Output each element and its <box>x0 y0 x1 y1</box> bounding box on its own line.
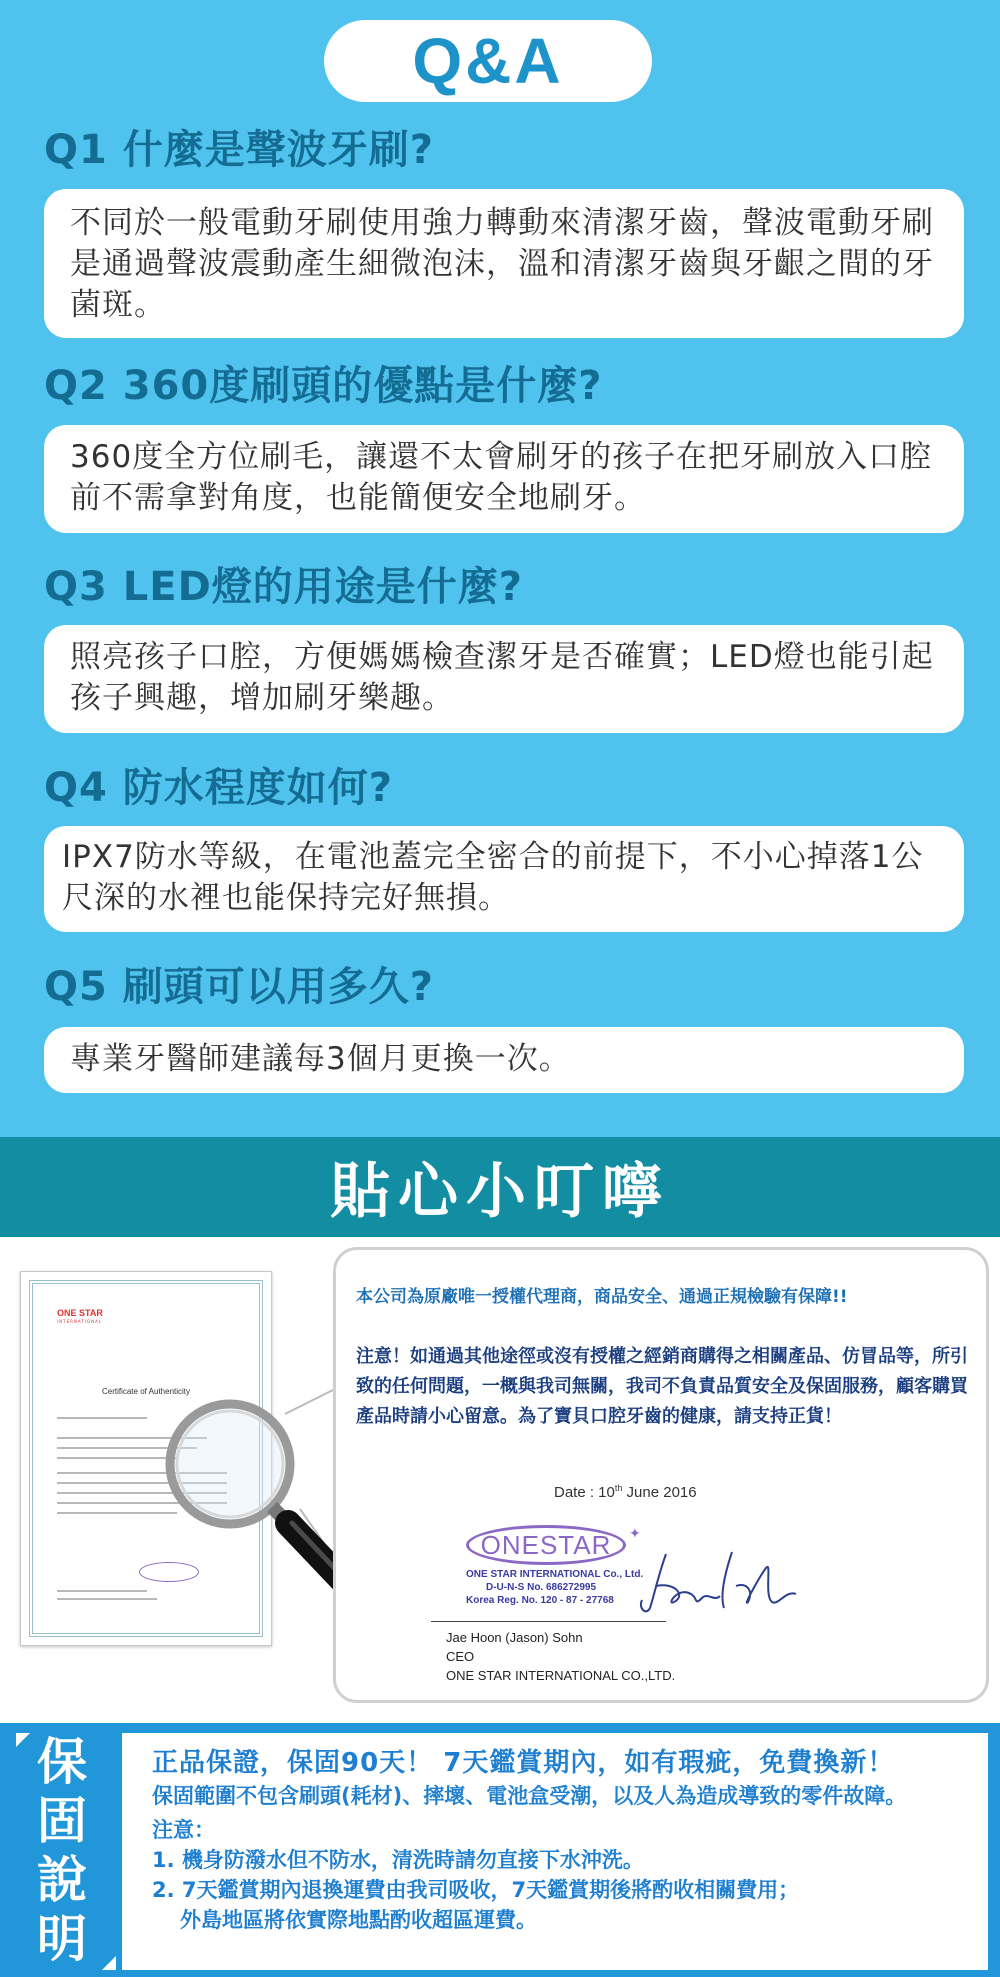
answer-5-box <box>44 1027 964 1093</box>
question-5: Q5 刷頭可以用多久? <box>44 964 434 1010</box>
warranty-coverage: 保固範圍不包含刷頭(耗材)、摔壞、電池盒受潮，以及人為造成導致的零件故障。 <box>152 1784 907 1808</box>
certificate-section <box>0 1237 1000 1723</box>
certificate-text-line <box>57 1457 177 1459</box>
stamp-company-details: ONE STAR INTERNATIONAL Co., Ltd. D-U-N-S No. 686272995 Korea Reg. No. 120 - 87 - 27768 <box>466 1569 644 1606</box>
answer-2: 360度全方位刷毛，讓還不太會刷牙的孩子在把牙刷放入口腔前不需拿對角度，也能簡便安全地刷牙。 <box>70 439 933 516</box>
certificate-text-line <box>57 1512 177 1514</box>
authenticity-notice: 注意！如通過其他途徑或沒有授權之經銷商購得之相關產品、仿冒品等，所引致的任何問題，一概與我司無關，我司不負責品質安全及保固服務，顧客購買產品時請小心留意。為了寶貝口腔牙齒的健康，請支持正貨！ <box>356 1346 968 1427</box>
certificate-date: Date : 10th June 2016 <box>554 1483 697 1501</box>
certificate-brand-sub: INTERNATIONAL <box>57 1319 103 1324</box>
answer-3-box <box>44 625 964 733</box>
certificate-brand: ONE STAR <box>57 1308 103 1318</box>
corner-triangle-icon <box>102 1956 116 1970</box>
certificate-notice-panel <box>333 1247 989 1703</box>
certificate-text-line <box>57 1417 147 1419</box>
certificate-doc-title: Certificate of Authenticity <box>101 1387 191 1396</box>
warranty-note-3: 外島地區將依實際地點酌收超區運費。 <box>180 1908 537 1932</box>
company-stamp <box>466 1525 626 1565</box>
qa-heading: Q&A <box>412 25 564 97</box>
warranty-note-2: 2. 7天鑑賞期內退換運費由我司吸收，7天鑑賞期後將酌收相關費用； <box>152 1878 800 1902</box>
answer-1: 不同於一般電動牙刷使用強力轉動來清潔牙齒，聲波電動牙刷是通過聲波震動產生細微泡沫，溫和清潔牙齒與牙齦之間的牙菌斑。 <box>70 205 934 323</box>
answer-5: 專業牙醫師建議每3個月更換一次。 <box>70 1041 571 1077</box>
warranty-content-box <box>122 1733 988 1970</box>
authorized-dealer-line: 本公司為原廠唯一授權代理商，商品安全、通過正規檢驗有保障!! <box>356 1287 848 1307</box>
signer-name: Jae Hoon (Jason) Sohn <box>446 1630 583 1645</box>
question-1: Q1 什麼是聲波牙刷? <box>44 127 434 173</box>
signer-block <box>446 1628 675 1685</box>
warranty-label <box>12 1733 112 1970</box>
tips-title: 貼心小叮嚀 <box>330 1157 670 1227</box>
warranty-note-label: 注意： <box>152 1818 215 1842</box>
answer-4: IPX7防水等級，在電池蓋完全密合的前提下，不小心掉落1公尺深的水裡也能保持完好無損。 <box>62 839 924 916</box>
question-4: Q4 防水程度如何? <box>44 765 393 811</box>
qa-heading-pill <box>324 20 652 102</box>
signer-company: ONE STAR INTERNATIONAL CO.,LTD. <box>446 1668 676 1683</box>
tips-header-bar <box>0 1137 1000 1237</box>
warranty-section <box>0 1723 1000 1977</box>
certificate-text-line <box>57 1590 147 1592</box>
answer-4-box <box>44 826 964 932</box>
answer-2-box <box>44 425 964 533</box>
signer-title: CEO <box>446 1649 475 1664</box>
ceo-signature-icon <box>636 1546 816 1616</box>
question-2: Q2 360度刷頭的優點是什麼? <box>44 363 603 409</box>
signature-line <box>431 1621 666 1622</box>
stamp-star-icon: ✦ <box>629 1526 641 1542</box>
company-stamp-text: ONESTAR <box>480 1529 612 1560</box>
warranty-note-1: 1. 機身防潑水但不防水，清洗時請勿直接下水沖洗。 <box>152 1848 644 1872</box>
warranty-headline: 正品保證，保固90天！ 7天鑑賞期內，如有瑕疵，免費換新！ <box>152 1748 895 1778</box>
certificate-text-line <box>57 1598 157 1600</box>
answer-3: 照亮孩子口腔，方便媽媽檢查潔牙是否確實；LED燈也能引起孩子興趣，增加刷牙樂趣。 <box>70 639 934 716</box>
question-3: Q3 LED燈的用途是什麼? <box>44 564 523 610</box>
answer-1-box <box>44 189 964 338</box>
warranty-label-text: 保 固 說 明 <box>37 1733 87 1968</box>
